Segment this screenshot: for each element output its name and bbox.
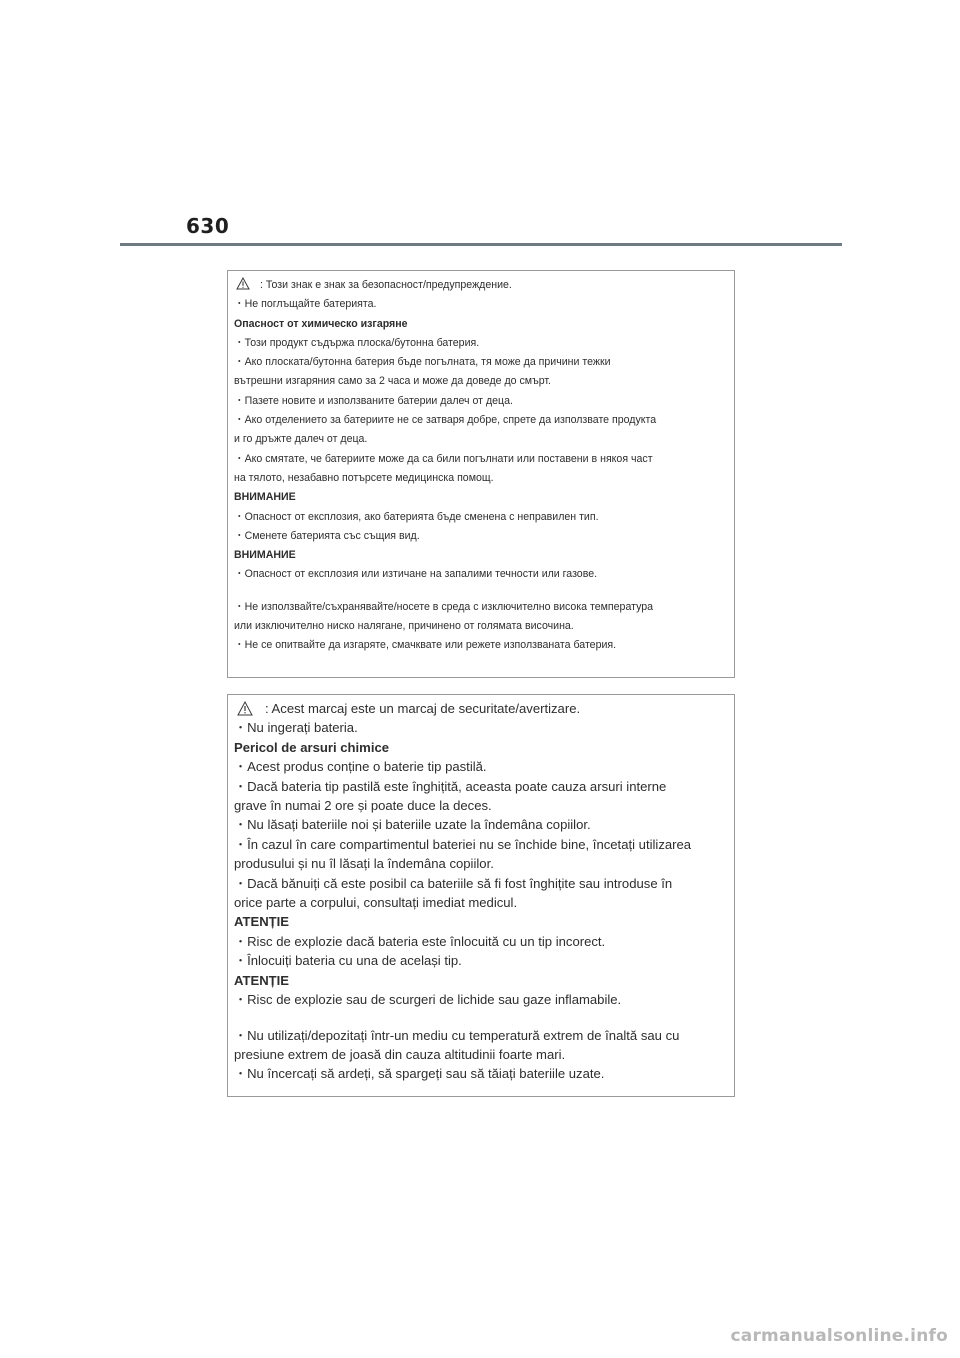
text-line: ・Înlocuiți bateria cu una de același tip. — [234, 953, 462, 969]
text-line: или изключително ниско налягане, причинено от голямата височина. — [234, 620, 574, 633]
warning-sign-line — [234, 699, 728, 718]
text-line: ・Този продукт съдържа плоска/бутонна батерия. — [234, 336, 480, 349]
text-line: ・Nu lăsați bateriile noi și bateriile uzate la îndemâna copiilor. — [234, 817, 591, 833]
warning-sign-line — [234, 276, 728, 295]
text-line: ・Acest produs conține o baterie tip pastilă. — [234, 759, 487, 775]
watermark-logo: carmanualsonline.info — [730, 1326, 948, 1346]
text-line: ・Не поглъщайте батерията. — [234, 298, 377, 311]
text-line: ・Nu încercați să ardeți, să spargeți sau să tăiați bateriile uzate. — [234, 1066, 605, 1082]
caution-heading: ATENȚIE — [234, 914, 290, 930]
text-line: ・Dacă bănuiți că este posibil ca bateriile să fi fost înghițite sau introduse în — [234, 875, 673, 891]
caution-heading: ATENȚIE — [234, 972, 290, 988]
text-line: ・Сменете батерията със същия вид. — [234, 529, 420, 542]
section-heading: Опасност от химическо изгаряне — [234, 317, 408, 330]
text-line: ・Risc de explozie sau de scurgeri de lichide sau gaze inflamabile. — [234, 992, 622, 1008]
warning-box-romanian — [227, 694, 735, 1097]
text-line: ・Ако плоската/бутонна батерия бъде погълната, тя може да причини тежки — [234, 356, 611, 369]
text-line: вътрешни изгаряния само за 2 часа и може да доведе до смърт. — [234, 375, 551, 388]
text-line: ・Nu ingerați bateria. — [234, 720, 358, 736]
text-line: ・Ако смятате, че батериите може да са били погълнати или поставени в някоя част — [234, 452, 653, 465]
text-line: grave în numai 2 ore și poate duce la deces. — [234, 798, 492, 814]
text-line: produsului și nu îl lăsați la îndemâna copiilor. — [234, 856, 494, 872]
warning-box-bulgarian — [227, 270, 735, 678]
text-line: ・În cazul în care compartimentul bateriei nu se închide bine, încetați utilizarea — [234, 836, 692, 852]
text-line: ・Пазете новите и използваните батерии далеч от деца. — [234, 394, 513, 407]
text-line: ・Не се опитвайте да изгаряте, смачквате или режете използваната батерия. — [234, 639, 617, 652]
warning-sign-text: : Този знак е знак за безопасност/предупреждение. — [260, 279, 512, 291]
page-number: 630 — [186, 214, 230, 238]
text-line: ・Dacă bateria tip pastilă este înghițită, aceasta poate cauza arsuri interne — [234, 778, 667, 794]
text-line: ・Ако отделението за батериите не се затваря добре, спрете да използвате продукта — [234, 414, 657, 427]
text-line: orice parte a corpului, consultați imediat medicul. — [234, 895, 518, 911]
text-line: ・Не използвайте/съхранявайте/носете в среда с изключително висока температура — [234, 600, 654, 613]
text-line: на тялото, незабавно потърсете медицинска помощ. — [234, 471, 494, 484]
caution-heading: ВНИМАНИЕ — [234, 549, 296, 562]
text-line: и го дръжте далеч от деца. — [234, 433, 368, 446]
warning-triangle-icon — [237, 701, 253, 716]
warning-sign-text: : Acest marcaj este un marcaj de securitate/avertizare. — [265, 701, 581, 716]
text-line: ・Risc de explozie dacă bateria este înlocuită cu un tip incorect. — [234, 933, 606, 949]
caution-heading: ВНИМАНИЕ — [234, 491, 296, 504]
text-line: ・Опасност от експлозия или изтичане на запалими течности или газове. — [234, 568, 598, 581]
paragraph-gap — [234, 585, 728, 598]
paragraph-gap — [234, 1010, 728, 1026]
section-heading: Pericol de arsuri chimice — [234, 739, 390, 755]
header-rule — [120, 243, 842, 246]
text-line: presiune extrem de joasă din cauza altitudinii foarte mari. — [234, 1046, 566, 1062]
warning-triangle-icon — [236, 277, 250, 290]
text-line: ・Nu utilizați/depozitați într-un mediu cu temperatură extrem de înaltă sau cu — [234, 1027, 680, 1043]
text-line: ・Опасност от експлозия, ако батерията бъде сменена с неправилен тип. — [234, 510, 599, 523]
